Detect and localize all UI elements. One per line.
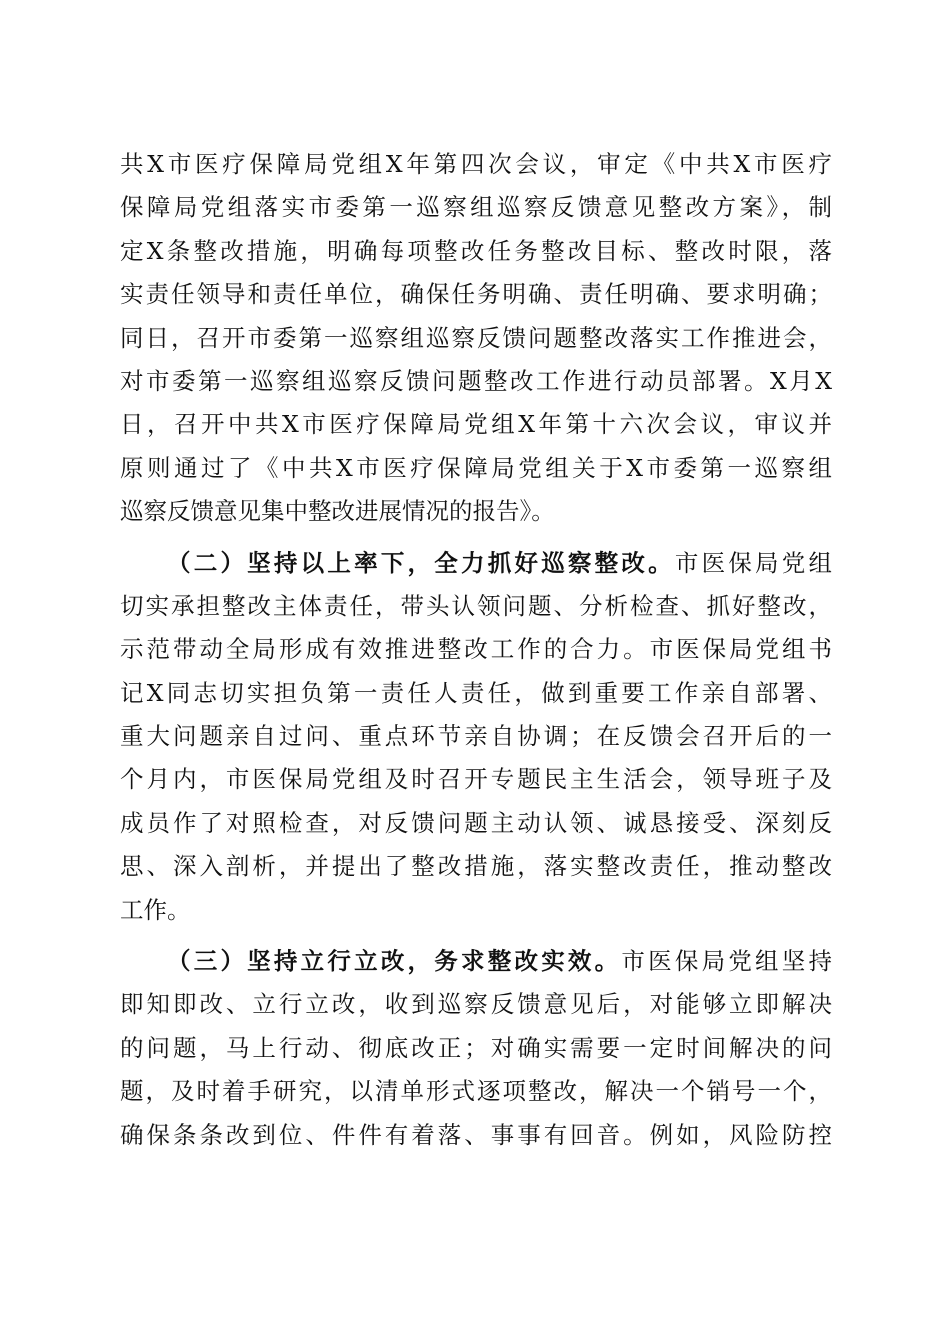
- paragraph-2-line-7: 成员作了对照检查，对反馈问题主动认领、诚恳接受、深刻反: [120, 808, 832, 837]
- paragraph-1-line-3: 定X条整改措施，明确每项整改任务整改目标、整改时限，落: [120, 236, 832, 265]
- paragraph-3-line-4: 题，及时着手研究，以清单形式逐项整改，解决一个销号一个，: [120, 1077, 832, 1106]
- paragraph-2-line-3: 示范带动全局形成有效推进整改工作的合力。市医保局党组书: [120, 635, 832, 664]
- paragraph-2-first-line-text: 市医保局党组: [674, 548, 833, 577]
- paragraph-1-line-4: 实责任领导和责任单位，确保任务明确、责任明确、要求明确；: [120, 280, 832, 309]
- paragraph-1-line-6: 对市委第一巡察组巡察反馈问题整改工作进行动员部署。X月X: [120, 366, 832, 395]
- paragraph-2-line-6: 个月内，市医保局党组及时召开专题民主生活会，领导班子及: [120, 765, 832, 794]
- paragraph-2-line-8: 思、深入剖析，并提出了整改措施，落实整改责任，推动整改: [120, 852, 832, 881]
- paragraph-2-line-4: 记X同志切实担负第一责任人责任，做到重要工作亲自部署、: [120, 678, 832, 707]
- paragraph-1-line-9: 巡察反馈意见集中整改进展情况的报告》。: [120, 497, 555, 526]
- paragraph-gap: [120, 932, 832, 940]
- paragraph-1-line-5: 同日，召开市委第一巡察组巡察反馈问题整改落实工作推进会，: [120, 323, 832, 352]
- paragraph-3-line-3: 的问题，马上行动、彻底改正；对确实需要一定时间解决的问: [120, 1033, 832, 1062]
- paragraph-1-line-7: 日，召开中共X市医疗保障局党组X年第十六次会议，审议并: [120, 410, 832, 439]
- paragraph-3-first-line: [120, 940, 832, 983]
- paragraph-3-line-5: 确保条条改到位、件件有着落、事事有回音。例如，风险防控: [120, 1120, 832, 1149]
- paragraph-2-line-9: 工作。: [120, 895, 191, 924]
- paragraph-3-line-2: 即知即改、立行立改，收到巡察反馈意见后，对能够立即解决: [120, 990, 832, 1019]
- paragraph-2-line-5: 重大问题亲自过问、重点环节亲自协调；在反馈会召开后的一: [120, 722, 832, 751]
- paragraph-2-line-2: 切实承担整改主体责任，带头认领问题、分析检查、抓好整改，: [120, 591, 832, 620]
- paragraph-gap: [120, 534, 832, 542]
- paragraph-2-first-line: [120, 542, 832, 585]
- paragraph-1-line-8: 原则通过了《中共X市医疗保障局党组关于X市委第一巡察组: [120, 453, 832, 482]
- paragraph-1-line-1: 共X市医疗保障局党组X年第四次会议，审定《中共X市医疗: [120, 150, 832, 178]
- paragraph-3-first-line-text: 市医保局党组坚持: [621, 947, 833, 976]
- paragraph-3-heading: （三）坚持立行立改，务求整改实效。: [167, 947, 622, 976]
- document-body: [120, 143, 832, 1157]
- paragraph-2-heading: （二）坚持以上率下，全力抓好巡察整改。: [167, 548, 675, 577]
- paragraph-1-line-2: 保障局党组落实市委第一巡察组巡察反馈意见整改方案》，制: [120, 193, 832, 222]
